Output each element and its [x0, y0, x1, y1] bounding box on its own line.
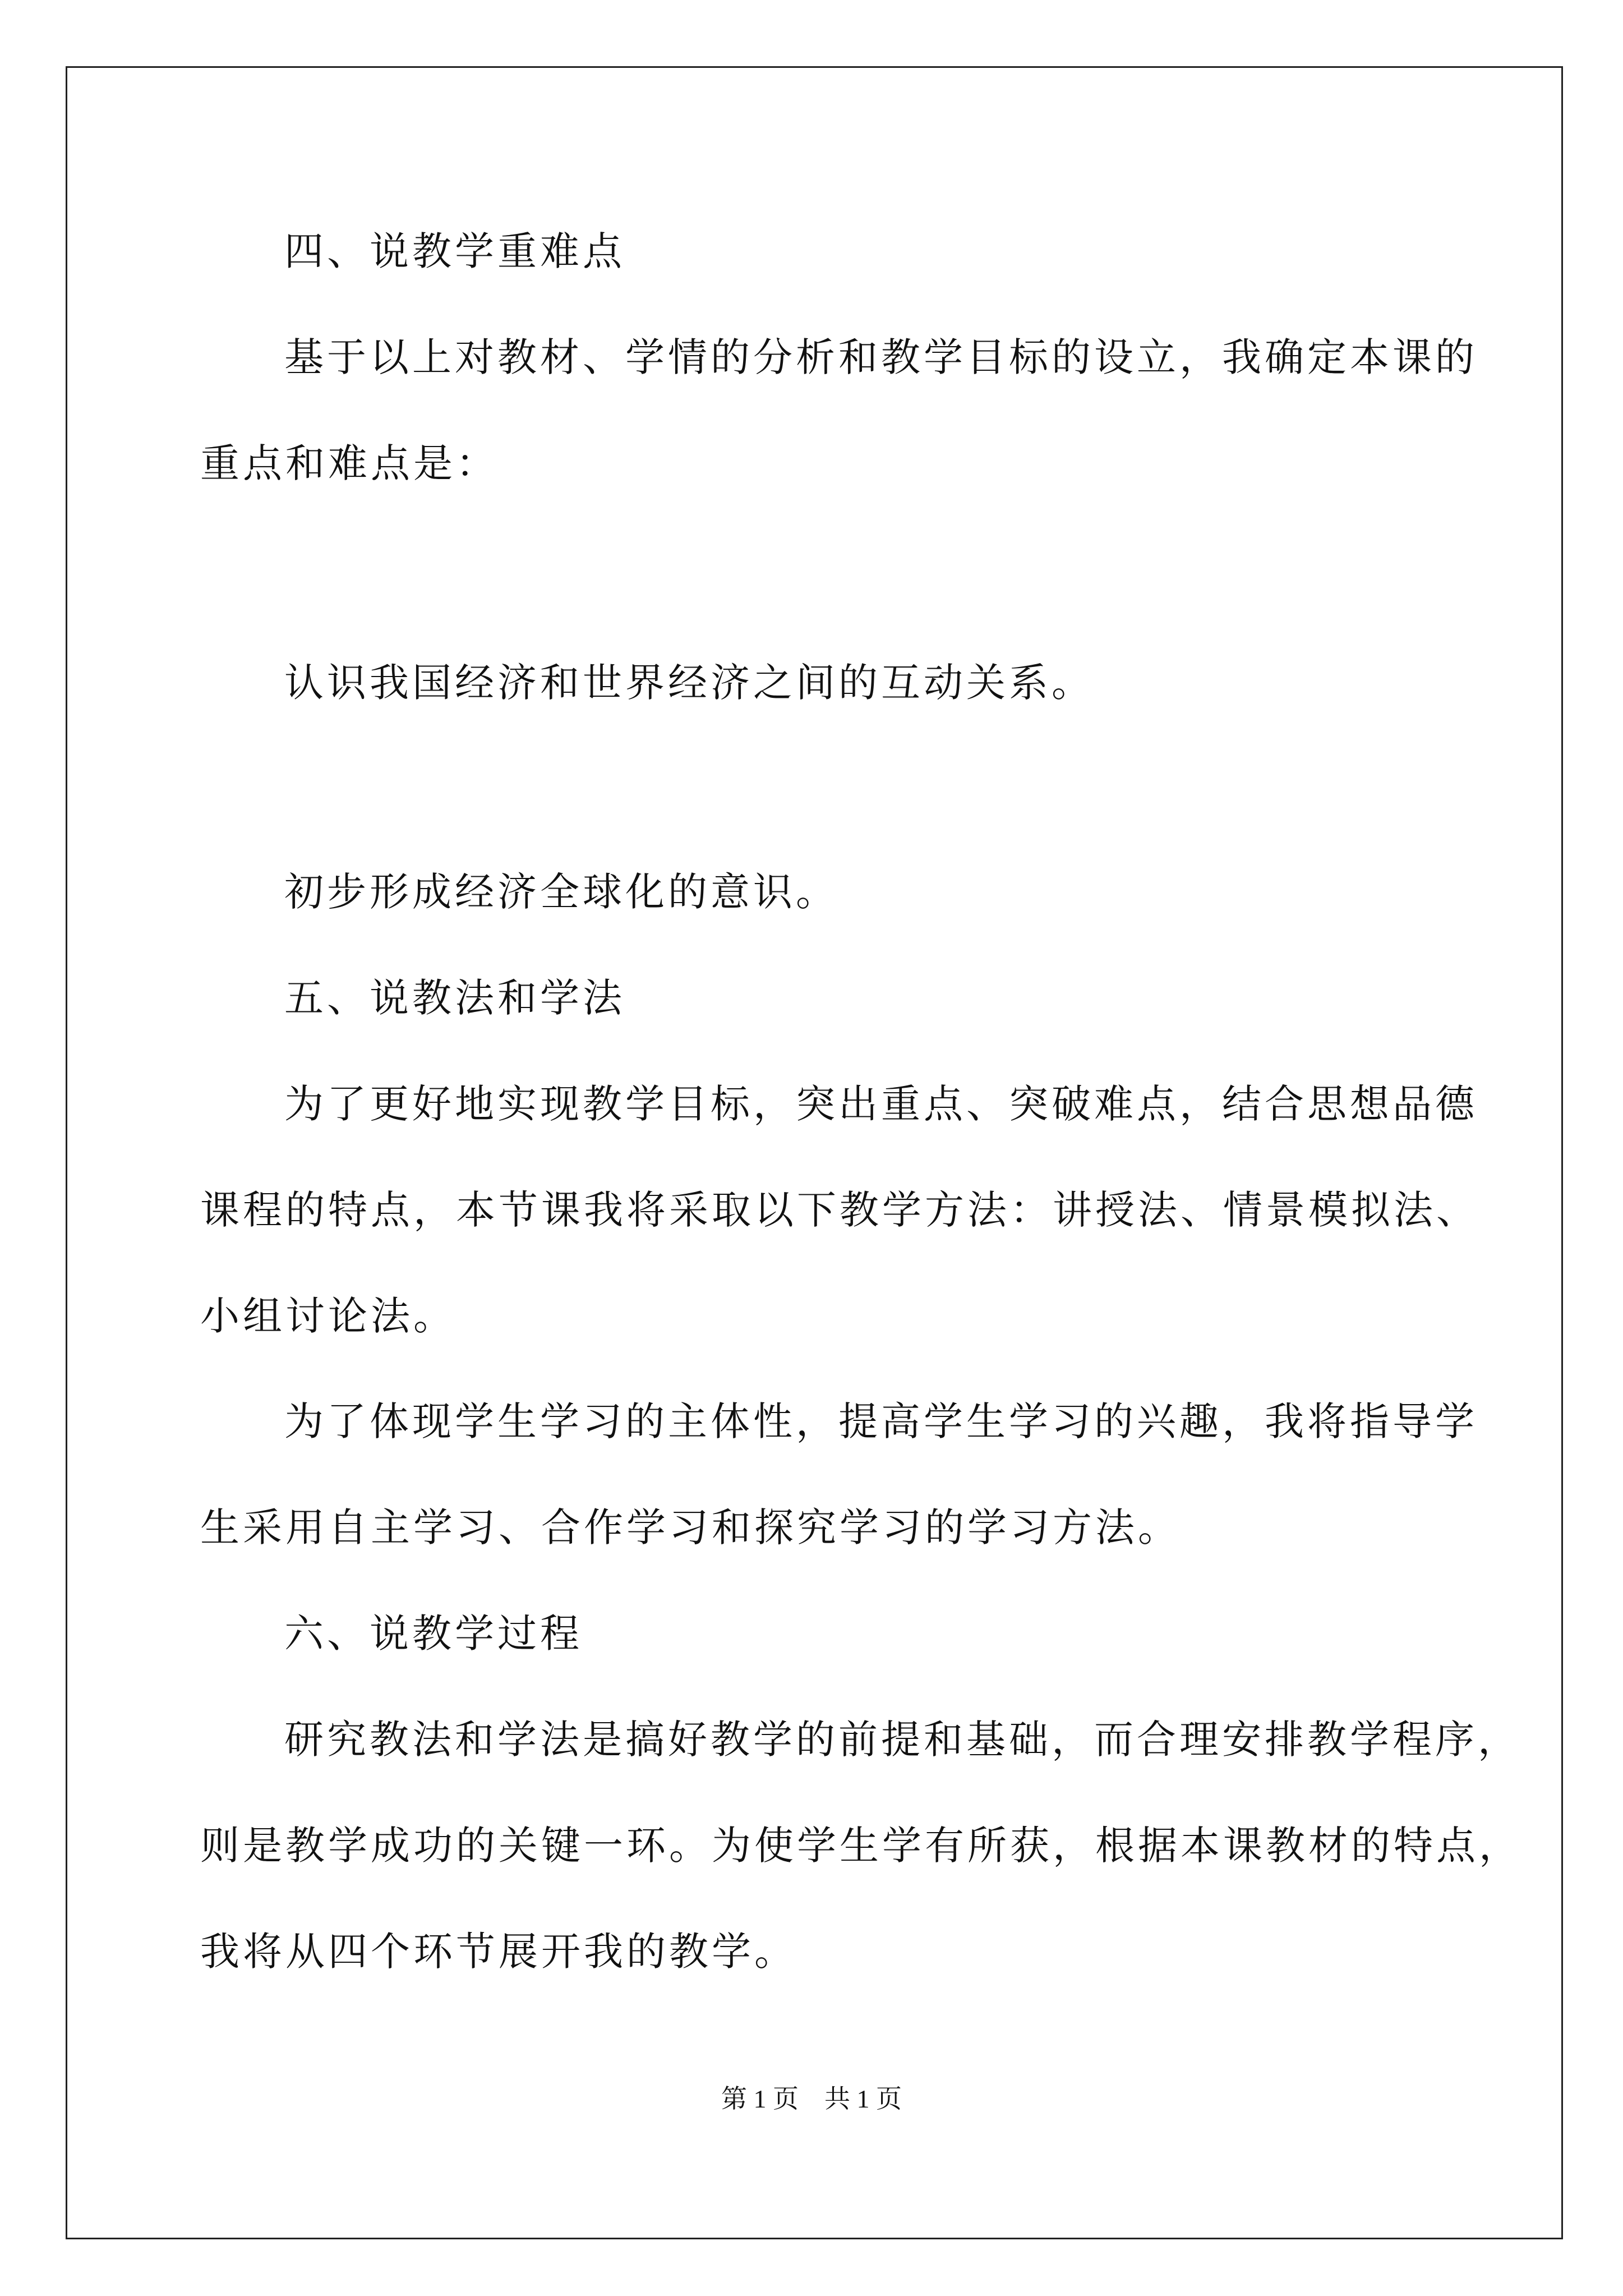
- section-heading-6: 六、说教学过程: [284, 1611, 583, 1657]
- section-heading-4: 四、说教学重难点: [284, 228, 625, 274]
- paragraph-line: 研究教法和学法是搞好教学的前提和基础，而合理安排教学程序，: [284, 1717, 1520, 1763]
- paragraph-line: 初步形成经济全球化的意识。: [284, 869, 838, 915]
- paragraph-line: 生采用自主学习、合作学习和探究学习的学习方法。: [200, 1504, 1181, 1550]
- section-heading-5: 五、说教法和学法: [284, 975, 625, 1021]
- paragraph-line: 认识我国经济和世界经济之间的互动关系。: [284, 660, 1094, 706]
- paragraph-line: 基于以上对教材、学情的分析和教学目标的设立，我确定本课的: [284, 334, 1478, 380]
- paragraph-line: 小组讨论法。: [200, 1293, 456, 1339]
- page-number: 第 1 页 共 1 页: [721, 2085, 902, 2113]
- page-border: [66, 66, 1563, 2239]
- paragraph-line: 为了体现学生学习的主体性，提高学生学习的兴趣，我将指导学: [284, 1398, 1478, 1444]
- paragraph-line: 课程的特点，本节课我将采取以下教学方法：讲授法、情景模拟法、: [200, 1187, 1479, 1233]
- paragraph-line: 重点和难点是：: [200, 440, 499, 486]
- paragraph-line: 我将从四个环节展开我的教学。: [200, 1929, 797, 1975]
- paragraph-line: 为了更好地实现教学目标，突出重点、突破难点，结合思想品德: [284, 1081, 1478, 1127]
- paragraph-line: 则是教学成功的关键一环。为使学生学有所获，根据本课教材的特点，: [200, 1823, 1521, 1869]
